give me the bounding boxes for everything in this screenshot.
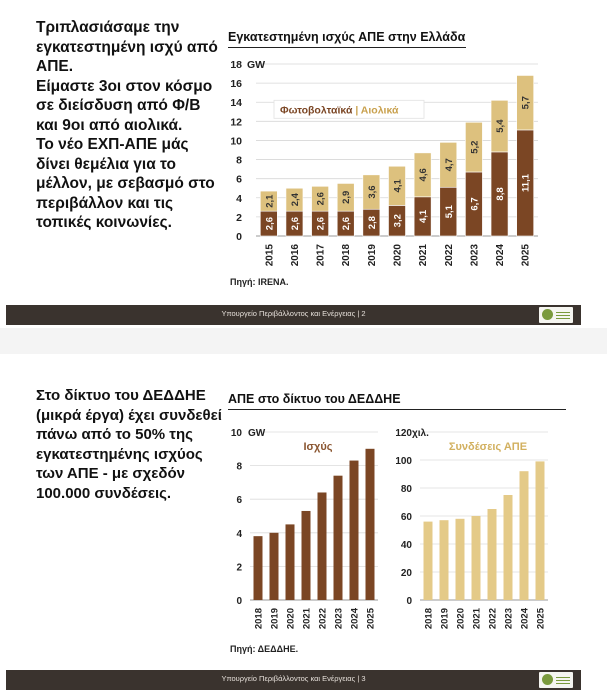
bar-chart-connections <box>386 420 556 670</box>
data-label: 8,8 <box>495 187 507 201</box>
bar <box>456 519 465 600</box>
logo-text-lines <box>556 312 570 313</box>
data-label: 2,4 <box>289 193 301 207</box>
x-tick-label: 2018 <box>341 244 353 267</box>
data-label: 5,4 <box>495 119 507 133</box>
bar <box>334 476 343 600</box>
x-tick-label: 2020 <box>455 608 467 630</box>
logo-emblem-icon <box>542 674 553 685</box>
data-label: 3,6 <box>366 185 378 199</box>
slide-3-text: Στο δίκτυο του ΔΕΔΔΗΕ (μικρά έργα) έχει συνδεθεί πάνω από το 50% της εγκατεστημένης ισχύος των ΑΠΕ - με σχεδόν 100.000 συνδέσεις. <box>36 387 222 502</box>
ministry-logo-2 <box>539 672 573 688</box>
slide-2 <box>6 0 581 328</box>
x-tick-label: 2019 <box>366 244 378 267</box>
data-label: 6,7 <box>469 197 481 211</box>
chart-title-underline-2 <box>228 409 566 410</box>
y-unit-label: GW <box>248 428 266 439</box>
y-tick-label: 4 <box>236 528 242 540</box>
logo-emblem-icon <box>542 309 553 320</box>
data-label: 4,1 <box>418 209 430 224</box>
x-tick-label: 2016 <box>289 244 301 267</box>
y-tick-label: 60 <box>400 512 412 523</box>
chart-title-underline <box>228 47 466 48</box>
bar <box>286 524 295 600</box>
x-tick-label: 2023 <box>333 608 345 630</box>
logo-text-lines <box>556 677 570 678</box>
data-label: 4,6 <box>418 168 430 182</box>
y-tick-label: 10 <box>230 428 242 439</box>
y-tick-label: 16 <box>230 78 242 91</box>
y-tick-label: 14 <box>230 97 242 110</box>
footer-text-2: Υπουργείο Περιβάλλοντος και Ενέργειας | 3 <box>221 674 366 683</box>
x-tick-label: 2022 <box>487 608 499 630</box>
chart-title-res-capacity: Εγκατεστημένη ισχύς ΑΠΕ στην Ελλάδα <box>228 30 466 44</box>
data-label: 5,7 <box>520 96 532 110</box>
y-unit-label: χιλ. <box>412 428 429 439</box>
x-tick-label: 2021 <box>301 608 313 630</box>
bar <box>350 461 359 600</box>
bar <box>254 536 263 600</box>
x-tick-label: 2025 <box>365 608 377 630</box>
bar <box>440 520 449 600</box>
y-tick-label: 40 <box>400 540 412 551</box>
x-tick-label: 2019 <box>269 608 281 630</box>
legend-solar: Φωτοβολταϊκά <box>280 104 353 117</box>
x-tick-label: 2021 <box>418 244 430 267</box>
bar <box>488 509 497 600</box>
y-tick-label: 120 <box>395 428 412 439</box>
data-label: 4,1 <box>392 179 404 193</box>
data-label: 2,6 <box>315 192 327 206</box>
data-label: 11,1 <box>520 173 532 192</box>
x-tick-label: 2024 <box>495 244 507 267</box>
x-tick-label: 2024 <box>349 608 361 630</box>
bar <box>536 461 545 600</box>
legend <box>280 104 399 116</box>
y-tick-label: 0 <box>406 596 412 607</box>
y-tick-label: 8 <box>236 461 242 473</box>
y-tick-label: 100 <box>395 456 412 467</box>
paragraph-2: Είμαστε 3οι στον κόσμο σε διείσδυση από Φ/Β και 9οι από αιολικά. <box>36 77 213 134</box>
y-tick-label: 0 <box>236 596 242 607</box>
y-tick-label: 10 <box>230 135 242 148</box>
x-tick-label: 2018 <box>253 608 265 630</box>
x-tick-label: 2017 <box>315 244 327 267</box>
slide-3 <box>6 354 581 690</box>
paragraph-1: Τριπλασιάσαμε την εγκατεστημένη ισχύ από ΑΠΕ. <box>36 19 218 75</box>
x-tick-label: 2023 <box>469 244 481 267</box>
ministry-logo <box>539 307 573 323</box>
y-tick-label: 4 <box>236 192 242 205</box>
data-label: 2,6 <box>289 216 301 231</box>
legend-wind: Αιολικά <box>360 104 399 117</box>
bar <box>366 449 375 600</box>
y-tick-label: 20 <box>400 568 412 579</box>
bar <box>318 492 327 600</box>
data-label: 2,6 <box>315 216 327 231</box>
chart-subtitle: Ισχύς <box>303 441 333 453</box>
x-tick-label: 2023 <box>503 608 515 630</box>
y-tick-label: 8 <box>236 154 242 167</box>
slide-gap <box>0 328 607 354</box>
y-tick-label: 2 <box>236 562 242 574</box>
legend-separator: | <box>352 104 361 117</box>
bar <box>472 516 481 600</box>
y-tick-label: 18 <box>230 59 242 71</box>
data-label: 2,1 <box>264 194 276 208</box>
bar <box>504 495 513 600</box>
slide-2-text <box>36 18 226 233</box>
data-label: 5,1 <box>443 205 455 219</box>
bar <box>270 533 279 600</box>
x-tick-label: 2024 <box>519 608 531 630</box>
y-tick-label: 6 <box>236 173 242 186</box>
y-tick-label: 12 <box>230 116 242 129</box>
y-tick-label: 2 <box>236 211 242 224</box>
footer-text: Υπουργείο Περιβάλλοντος και Ενέργειας | 2 <box>221 309 366 318</box>
x-tick-label: 2025 <box>520 244 532 267</box>
data-label: 4,7 <box>443 158 455 172</box>
data-label: 5,2 <box>469 140 481 154</box>
chart-title-dedde: ΑΠΕ στο δίκτυο του ΔΕΔΔΗΕ <box>228 392 401 406</box>
x-tick-label: 2022 <box>317 608 329 630</box>
paragraph-3: Το νέο ΕΧΠ-ΑΠΕ μάς δίνει θεμέλια για το μέλλον, με σεβασμό στο περιβάλλον και τις τοπικές κοινωνίες. <box>36 136 215 231</box>
data-label: 2,9 <box>341 190 353 204</box>
x-tick-label: 2020 <box>392 244 404 267</box>
data-label: 2,6 <box>341 216 353 231</box>
bar <box>424 522 433 600</box>
footer-bar <box>6 305 581 325</box>
chart-subtitle: Συνδέσεις ΑΠΕ <box>448 441 528 453</box>
y-tick-label: 0 <box>236 231 242 243</box>
x-tick-label: 2022 <box>443 243 455 267</box>
x-tick-label: 2025 <box>535 608 547 630</box>
y-tick-label: 6 <box>236 495 242 507</box>
data-label: 2,8 <box>366 216 378 230</box>
footer-bar-2 <box>6 670 581 690</box>
bar <box>302 511 311 600</box>
x-tick-label: 2015 <box>264 244 276 267</box>
data-label: 2,6 <box>264 216 276 231</box>
source-label-2: Πηγή: ΔΕΔΔΗΕ. <box>230 644 299 654</box>
x-tick-label: 2019 <box>439 608 451 630</box>
bar-chart-capacity <box>216 420 386 670</box>
source-label: Πηγή: IRENA. <box>230 277 289 287</box>
x-tick-label: 2018 <box>423 608 435 630</box>
y-tick-label: 80 <box>400 484 412 495</box>
stacked-bar-chart-res-capacity <box>216 50 546 290</box>
bar <box>520 471 529 600</box>
y-unit-label: GW <box>247 59 266 71</box>
x-tick-label: 2021 <box>471 608 483 630</box>
data-label: 3,2 <box>392 214 404 228</box>
x-tick-label: 2020 <box>285 608 297 630</box>
